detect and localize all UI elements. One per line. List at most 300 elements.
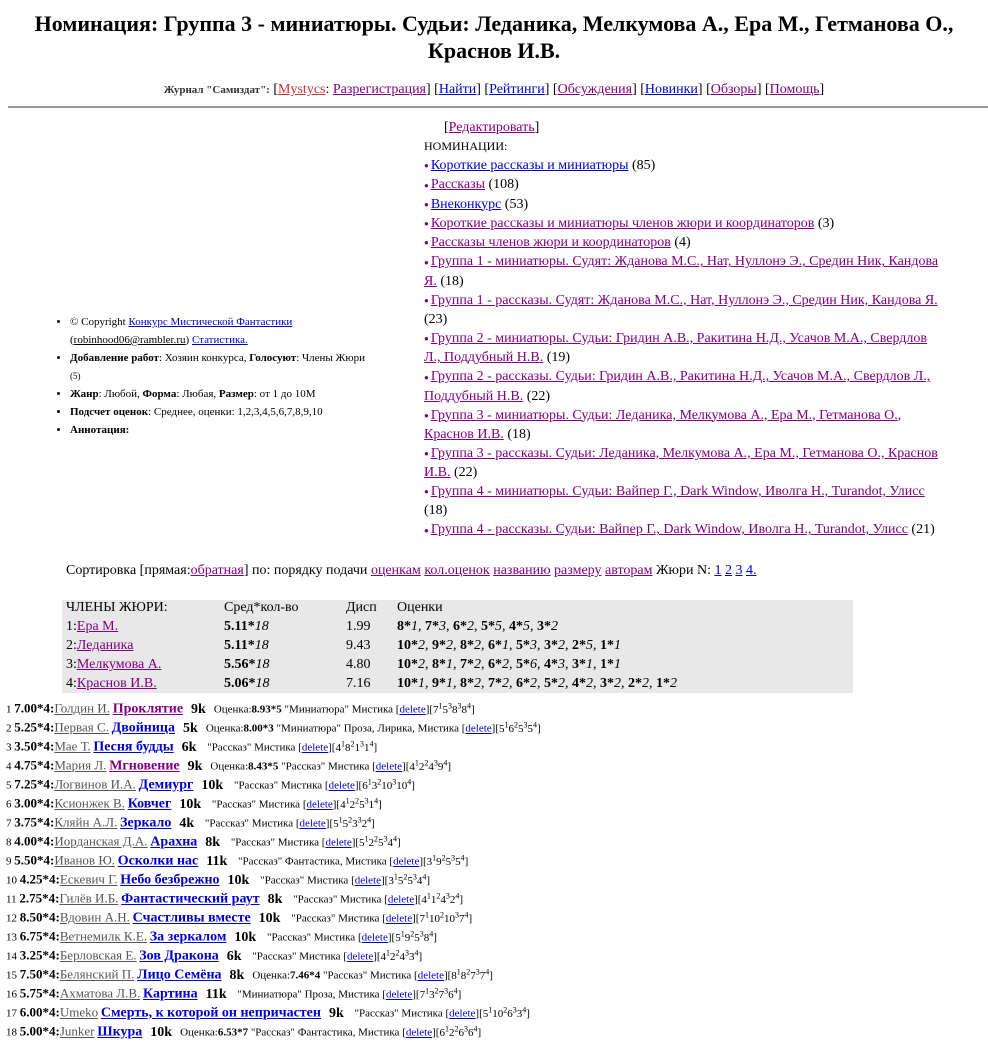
work-marks: $5^15^23^32^4$	[333, 815, 372, 830]
work-title-link[interactable]: Зеркало	[120, 815, 172, 831]
nomination-link[interactable]: Внеконкурс	[430, 196, 502, 212]
jury-link-1[interactable]: 1	[714, 563, 722, 578]
work-marks: $7^13^27^36^4$	[419, 986, 458, 1001]
user-link[interactable]: Mystycs	[278, 82, 326, 97]
mark-judge: 3	[475, 967, 480, 976]
jury-count-value: 18	[254, 619, 269, 634]
divider	[8, 106, 988, 108]
work-size: 10k	[258, 910, 281, 926]
delete-link[interactable]: delete	[385, 988, 413, 1001]
score-value: 8*	[460, 638, 474, 653]
vote-value: : Члены Жюри	[296, 352, 366, 364]
jury-header-disp: Дисп	[346, 600, 377, 615]
jury-member-cell	[66, 657, 224, 676]
work-genre: "Рассказ" Мистика	[351, 1007, 446, 1020]
work-number: 17	[6, 1007, 20, 1020]
sort-scores-link[interactable]: оценкам	[370, 563, 421, 578]
work-title-link[interactable]: Проклятие	[112, 701, 184, 717]
work-title-link[interactable]: Картина	[143, 986, 198, 1002]
mark-judge: 1	[444, 1024, 449, 1033]
work-number: 11	[6, 893, 20, 906]
nomination-count: (22)	[450, 465, 478, 481]
work-marks: $5^19^25^38^4$	[395, 929, 434, 944]
jury-disp: 9.43	[346, 638, 371, 653]
work-title-link[interactable]: Смерть, к которой он непричастен	[100, 1005, 321, 1021]
delete-link[interactable]: delete	[328, 779, 355, 792]
mark-judge: 1	[426, 891, 431, 900]
contest-link[interactable]: Конкурс Мистической Фантастики	[128, 316, 293, 328]
work-title-link[interactable]: Осколки нас	[117, 853, 199, 869]
nomination-link[interactable]: Группа 3 - рассказы. Судьи: Леданика, Мелкумова А., Ера М., Гетманова О., Краснов И.В.	[424, 445, 938, 481]
score-count: 1	[614, 657, 621, 672]
jury-avg-value: 5.11*	[224, 638, 255, 653]
jury-row	[66, 638, 677, 657]
work-title-link[interactable]: Демиург	[138, 777, 194, 793]
nomination-count: (108)	[485, 177, 519, 193]
work-score: 3.50	[14, 738, 37, 754]
mark-judge: 3	[523, 720, 528, 729]
work-number: 13	[6, 931, 20, 944]
delete-link[interactable]: delete	[306, 798, 333, 811]
mark-judge: 2	[441, 853, 446, 862]
work-rating-label: Оценка:	[210, 760, 249, 773]
work-title-link[interactable]: Ковчег	[127, 796, 172, 812]
add-value: : Хозяин конкурса,	[158, 352, 247, 364]
mark-judge: 3	[448, 701, 453, 710]
jury-count-value: 18	[255, 676, 270, 691]
nomination-item	[424, 252, 944, 290]
work-number: 7	[6, 817, 15, 830]
delete-link[interactable]: delete	[393, 855, 420, 868]
nomination-link[interactable]: Рассказы	[430, 177, 486, 193]
sort-authors-link[interactable]: авторам	[604, 563, 653, 578]
mark-judge: 4	[473, 1024, 478, 1033]
work-title-link[interactable]: Арахна	[150, 834, 198, 850]
work-count: *4:	[37, 738, 55, 754]
jury-disp: 7.16	[346, 676, 371, 691]
nomination-item	[424, 156, 944, 175]
delete-link[interactable]: delete	[385, 912, 413, 925]
score-value: 6*	[453, 619, 467, 634]
score-count: 2	[670, 676, 677, 691]
score-value: 4*	[509, 619, 523, 634]
jury-count-value: 18	[255, 657, 270, 672]
work-count: *4:	[42, 1004, 60, 1020]
work-marks: $5^110^26^33^4$	[482, 1005, 527, 1020]
mark-judge: 1	[432, 853, 437, 862]
mark-judge: 4	[367, 815, 372, 824]
nominations-list	[424, 156, 944, 540]
work-count: *4:	[42, 909, 60, 925]
work-marks: $3^15^25^34^4$	[388, 872, 427, 887]
delete-link[interactable]: delete	[387, 893, 415, 906]
mark-judge: 2	[434, 986, 439, 995]
work-number: 5	[6, 779, 15, 792]
nomination-link[interactable]: Группа 2 - рассказы. Судьи: Гридин А.В., Ракитина Н.Д., Усачов М.А., Свердлов Л., Поддубный Н.В.	[424, 369, 931, 404]
score-value: 4*	[572, 676, 586, 691]
work-number: 9	[6, 855, 15, 868]
work-author-link[interactable]: Иванов Ю.	[54, 852, 115, 868]
score-value: 7*	[460, 657, 474, 672]
work-genre: "Рассказ" Мистика	[281, 760, 373, 773]
work-score: 4.25	[19, 871, 43, 887]
score-value: 9*	[432, 638, 446, 653]
work-author-link[interactable]: Логвинов И.А.	[54, 776, 136, 792]
score-count: 1	[614, 638, 621, 653]
works-list	[6, 696, 986, 1038]
mark-judge: 3	[383, 834, 388, 843]
nomination-link[interactable]: Группа 4 - миниатюры. Судьи: Вайпер Г., Dark Window, Иволга Н., Turandot, Улисс	[430, 484, 925, 500]
work-score: 5.50	[14, 852, 37, 868]
mark-judge: 1	[504, 720, 509, 729]
work-size: 10k	[150, 1024, 173, 1040]
work-author-link[interactable]: Иорданская Д.А.	[54, 833, 148, 849]
nomination-link[interactable]: Группа 1 - рассказы. Судят: Жданова М.С., Нат, Нуллонэ Э., Средин Ник, Кандова Я.	[430, 292, 938, 308]
mark-judge: 1	[340, 739, 345, 748]
mark-judge: 4	[414, 948, 419, 957]
work-author-link[interactable]: Ескевич Г.	[59, 871, 118, 887]
discussions-link[interactable]: Обсуждения	[557, 82, 633, 97]
work-title-link[interactable]: Мгновение	[109, 758, 180, 774]
mark-judge: 1	[414, 758, 419, 767]
delete-link[interactable]: delete	[354, 874, 381, 887]
page-title: Номинация: Группа 3 - миниатюры. Судьи: Леданика, Мелкумова А., Ера М., Гетманова О., Краснов И.В.	[34, 11, 954, 63]
score-count: 2	[614, 676, 621, 691]
work-marks: $4^12^24^39^4$	[409, 758, 448, 773]
nomination-item	[424, 214, 944, 233]
work-score: 4.75	[14, 757, 37, 773]
mark-judge: 3	[359, 739, 364, 748]
nomination-item	[424, 329, 944, 367]
score-count: 2	[418, 657, 425, 672]
work-score: 3.75	[14, 814, 37, 830]
jury-count-value: 18	[254, 638, 269, 653]
jury-row	[66, 676, 677, 695]
work-row: 1 7.00*4:Голдин И. Проклятие 9k Оценка:8.93*5 "Миниатюра" Мистика $[delete][7^15^38^38^4]$	[6, 700, 475, 717]
journal-label: Журнал "Самиздат":	[163, 84, 270, 96]
help-link[interactable]: Помощь	[769, 82, 820, 97]
work-author-link[interactable]: Первая С.	[54, 719, 109, 735]
work-size: 9k	[328, 1005, 344, 1021]
add-label: Добавление работ	[70, 352, 159, 364]
jury-avg	[224, 676, 346, 695]
jury-member-cell	[66, 619, 224, 638]
score-value: 8*	[397, 619, 411, 634]
work-row: 18 5.00*4:Junker Шкура 10k Оценка:6.53*7 "Рассказ" Фантастика, Мистика $[delete][6^12^26^36^4]$	[6, 1023, 482, 1040]
work-size: 11k	[205, 986, 227, 1002]
delete-link[interactable]: delete	[405, 1026, 433, 1039]
work-size: 10k	[234, 929, 257, 945]
score-value: 5*	[544, 676, 558, 691]
work-title-link[interactable]: За зеркалом	[149, 929, 227, 945]
work-title-link[interactable]: Шкура	[97, 1024, 143, 1040]
work-size: 4k	[179, 815, 195, 831]
work-author-link[interactable]: Гилёв И.Б.	[59, 890, 119, 906]
work-author-link[interactable]: Мае Т.	[54, 738, 91, 754]
jury-disp: 1.99	[346, 619, 371, 634]
mark-judge: 4	[485, 967, 490, 976]
sort-prefix: Сортировка [прямая:	[66, 563, 191, 578]
mark-judge: 4	[443, 758, 448, 767]
jury-scores: 10*2, 9*2, 8*2, 6*1, 5*3, 3*2, 2*5, 1*1	[397, 638, 621, 653]
score-value: 4*	[544, 657, 558, 672]
mark-judge: 4	[533, 720, 537, 729]
work-genre: "Рассказ" Мистика	[257, 874, 352, 887]
work-marks: $4^12^24^33^4$	[380, 948, 419, 963]
work-row: 7 3.75*4:Кляйн А.Л. Зеркало 4k "Рассказ" Мистика $[delete][5^15^23^32^4]$	[6, 814, 375, 831]
work-rating: 7.46*4	[290, 969, 321, 982]
sort-title-link[interactable]: названию	[493, 563, 551, 578]
reviews-link[interactable]: Обзоры	[710, 82, 757, 97]
delete-link[interactable]: delete	[299, 817, 326, 830]
sort-reverse-link[interactable]: обратная	[190, 563, 244, 578]
work-size: 5k	[183, 720, 198, 736]
work-author-link[interactable]: Ветнемилк К.Е.	[59, 928, 148, 944]
copyright-item: • © Copyright Конкурс Мистической Фантастики (robinhood06@rambler.ru) Статистика.	[70, 313, 421, 349]
score-count: 2	[642, 676, 649, 691]
mark-judge: 3	[364, 796, 369, 805]
work-number: 12	[6, 912, 20, 925]
mark-judge: 3	[392, 777, 397, 786]
work-author-link[interactable]: Берловская Е.	[59, 947, 137, 963]
score-value: 5*	[481, 619, 495, 634]
mark-judge: 4	[407, 777, 412, 786]
work-count: *4:	[37, 814, 55, 830]
score-count: 1	[586, 657, 593, 672]
jury-table	[62, 600, 853, 693]
journal-nav: Журнал "Самиздат": [Mystycs: Разрегистрация] [Найти] [Рейтинги] [Обсуждения] [Новинки] [Обзоры] [Помощь]	[163, 82, 825, 97]
genre-value: : Любой,	[98, 388, 140, 400]
score-value: 10*	[397, 638, 418, 653]
work-row: 17 6.00*4:Umeko Смерть, к которой он непричастен 9k "Рассказ" Мистика $[delete][5^110^26^33^4]$	[6, 1004, 530, 1021]
score-count: 3	[530, 638, 537, 653]
ratings-link[interactable]: Рейтинги	[489, 82, 545, 97]
sort-count-link[interactable]: кол.оценок	[424, 563, 490, 578]
work-size: 8k	[205, 834, 221, 850]
mark-judge: 4	[453, 986, 458, 995]
score-value: 1*	[600, 638, 614, 653]
nomination-link[interactable]: Группа 2 - миниатюры. Судьи: Гридин А.В., Ракитина Н.Д., Усачов М.А., Свердлов Л., Поддубный Н.В.	[424, 330, 928, 366]
score-count: 2	[558, 638, 565, 653]
work-size: 9k	[187, 758, 203, 774]
mark-judge: 2	[377, 777, 382, 786]
mark-judge: 4	[393, 834, 398, 843]
mark-judge: 4	[455, 891, 460, 900]
work-rating: 8.43*5	[248, 760, 279, 773]
score-count: 6	[530, 657, 537, 672]
nomination-link[interactable]: Группа 3 - миниатюры. Судьи: Леданика, Мелкумова А., Ера М., Гетманова О., Краснов И.В.	[424, 407, 902, 442]
mark-judge: 1	[393, 872, 398, 881]
score-count: 1	[446, 657, 453, 672]
work-title-link[interactable]: Небо безбрежно	[120, 872, 220, 888]
mark-judge: 1	[345, 796, 350, 805]
jury-number: 4:	[66, 676, 77, 691]
work-score: 7.25	[14, 776, 37, 792]
score-value: 6*	[488, 638, 502, 653]
work-title-link[interactable]: Счастливы вместе	[132, 910, 251, 926]
mark-judge: 2	[348, 815, 353, 824]
jury-member-cell	[66, 638, 224, 657]
mark-judge: 2	[374, 834, 379, 843]
work-author-link[interactable]: Белянский П.	[59, 966, 135, 982]
scoring-label: Подсчет оценок	[70, 406, 149, 418]
jury-scores: 10*2, 8*1, 7*2, 6*2, 5*6, 4*3, 3*1, 1*1	[397, 657, 621, 672]
work-row: 3 3.50*4:Мае Т. Песня будды 6k "Рассказ" Мистика $[delete][4^18^21^31^4]$	[6, 738, 378, 755]
jury-member-link[interactable]: Краснов И.В.	[76, 676, 157, 691]
work-title-link[interactable]: Двойница	[111, 720, 176, 736]
work-row: 14 3.25*4:Берловская Е. Зов Дракона 6k "Рассказ" Мистика $[delete][4^12^24^33^4]$	[6, 947, 423, 964]
work-marks: $6^12^26^36^4$	[439, 1024, 478, 1039]
score-value: 1*	[656, 676, 670, 691]
jury-avg-value: 5.11*	[224, 619, 255, 634]
work-row: 11 2.75*4:Гилёв И.Б. Фантастический раут 8k "Рассказ" Мистика $[delete][4^11^24^32^4]$	[6, 890, 464, 907]
score-count: 1	[502, 638, 509, 653]
jury-member-link[interactable]: Ера М.	[76, 619, 119, 634]
mark-judge: 3	[457, 701, 462, 710]
nomination-link[interactable]: Группа 4 - рассказы. Судьи: Вайпер Г., Dark Window, Иволга Н., Turandot, Улисс	[430, 522, 908, 538]
delete-link[interactable]: delete	[346, 950, 374, 963]
work-score: 2.75	[19, 890, 43, 906]
work-count: *4:	[37, 795, 55, 811]
delete-link[interactable]: delete	[375, 760, 403, 773]
genre-item	[70, 385, 421, 403]
delete-link[interactable]: delete	[417, 969, 444, 982]
mark-judge: 3	[412, 872, 417, 881]
mark-judge: 1	[400, 929, 405, 938]
score-count: 2	[530, 676, 537, 691]
jury-scores: 10*1, 9*1, 8*2, 7*2, 6*2, 5*2, 4*2, 3*2, 2*2, 1*2	[397, 676, 677, 691]
nomination-item	[424, 444, 944, 482]
mark-judge: 3	[433, 758, 438, 767]
work-author-link[interactable]: Ксионжек В.	[54, 795, 125, 811]
work-size: 6k	[181, 739, 197, 755]
mark-judge: 2	[503, 1005, 508, 1014]
score-count: 2	[474, 676, 481, 691]
work-genre: "Рассказ" Мистика	[323, 969, 415, 982]
jury-header-scores: Оценки	[397, 600, 443, 615]
jury-member-link[interactable]: Леданика	[76, 638, 134, 653]
mark-judge: 4	[467, 701, 472, 710]
email-link[interactable]: robinhood06@rambler.ru	[73, 334, 186, 346]
jury-number: 3:	[66, 657, 77, 672]
score-value: 3*	[572, 657, 586, 672]
work-author-link[interactable]: Ахматова Л.В.	[59, 985, 141, 1001]
work-count: *4:	[42, 1023, 60, 1039]
mark-judge: 1	[338, 815, 343, 824]
work-rating: 8.00*3	[243, 722, 274, 735]
jury-scores: 8*1, 7*3, 6*2, 5*5, 4*5, 3*2	[397, 619, 558, 634]
work-author-link[interactable]: Umeko	[59, 1004, 99, 1020]
work-score: 5.25	[14, 719, 37, 735]
work-number: 16	[6, 988, 20, 1001]
nomination-count: (23)	[424, 311, 448, 327]
work-author-link[interactable]: Голдин И.	[54, 700, 110, 716]
stats-link[interactable]: Статистика.	[191, 334, 248, 346]
logout-link[interactable]: Разрегистрация	[332, 82, 426, 97]
work-title-link[interactable]: Лицо Семёна	[137, 967, 222, 983]
work-number: 8	[6, 836, 15, 849]
nomination-item	[424, 520, 944, 539]
score-count: 1	[411, 619, 418, 634]
mark-judge: 3	[451, 853, 456, 862]
score-count: 2	[474, 638, 481, 653]
score-value: 2*	[572, 638, 586, 653]
jury-number: 2:	[66, 638, 77, 653]
work-title-link[interactable]: Песня будды	[93, 739, 174, 755]
work-score: 6.75	[19, 928, 43, 944]
work-size: 10k	[227, 872, 250, 888]
nomination-item	[424, 367, 944, 405]
mark-judge: 4	[429, 929, 434, 938]
jury-label: Жюри N:	[655, 563, 711, 578]
nomination-item	[424, 233, 944, 252]
jury-link-2[interactable]: 2	[724, 563, 732, 578]
sort-size-link[interactable]: размеру	[554, 563, 602, 578]
delete-link[interactable]: delete	[301, 741, 329, 754]
work-author-link[interactable]: Мария Л.	[54, 757, 107, 773]
work-title-link[interactable]: Зов Дракона	[139, 948, 219, 964]
score-count: 1	[446, 676, 453, 691]
scoring-item	[70, 403, 421, 421]
work-marks: $7^15^38^38^4$	[433, 701, 472, 716]
annotation-item	[70, 421, 421, 439]
nomination-link[interactable]: Короткие рассказы и миниатюры членов жюри и координаторов	[430, 215, 815, 231]
work-rating: 6.53*7	[217, 1026, 249, 1039]
delete-link[interactable]: delete	[325, 836, 352, 849]
nomination-link[interactable]: Короткие рассказы и миниатюры	[430, 158, 629, 173]
score-count: 2	[467, 619, 474, 634]
mark-judge: 3	[445, 891, 450, 900]
nomination-link[interactable]: Группа 1 - миниатюры. Судят: Жданова М.С., Нат, Нуллонэ Э., Средин Ник, Кандова Я.	[424, 254, 939, 289]
work-genre: "Рассказ" Мистика	[204, 741, 299, 754]
jury-link-4[interactable]: 4.	[745, 563, 757, 578]
nomination-count: (3)	[814, 215, 835, 231]
jury-row	[66, 657, 677, 676]
work-rating: 8.93*5	[251, 703, 282, 716]
work-author-link[interactable]: Junker	[59, 1023, 95, 1039]
delete-link[interactable]: delete	[399, 703, 426, 716]
edit-link[interactable]: Редактировать	[448, 120, 535, 135]
mark-judge: 3	[454, 910, 459, 919]
delete-link[interactable]: delete	[449, 1007, 476, 1020]
score-value: 8*	[460, 676, 474, 691]
mark-judge: 3	[444, 986, 449, 995]
mark-judge: 2	[403, 872, 408, 881]
work-title-link[interactable]: Фантастический раут	[121, 891, 260, 907]
find-link[interactable]: Найти	[438, 82, 477, 97]
delete-link[interactable]: delete	[361, 931, 388, 944]
new-link[interactable]: Новинки	[644, 82, 698, 97]
mark-judge: 4	[522, 1005, 527, 1014]
nomination-count: (22)	[523, 388, 551, 404]
score-value: 8*	[432, 657, 446, 672]
jury-disp: 4.80	[346, 657, 371, 672]
nomination-link[interactable]: Рассказы членов жюри и координаторов	[430, 235, 671, 251]
work-author-link[interactable]: Вдовин А.Н.	[59, 909, 130, 925]
jury-header	[66, 600, 677, 619]
work-number: 18	[6, 1026, 20, 1039]
work-number: 2	[6, 722, 15, 735]
jury-header-members: ЧЛЕНЫ ЖЮРИ:	[66, 600, 168, 615]
work-marks: $4^11^24^32^4$	[421, 891, 460, 906]
work-author-link[interactable]: Кляйн А.Л.	[54, 814, 118, 830]
mark-judge: 1	[456, 967, 461, 976]
jury-member-link[interactable]: Мелкумова А.	[76, 657, 162, 672]
delete-link[interactable]: delete	[465, 722, 492, 735]
score-count: 3	[439, 619, 446, 634]
work-genre: "Рассказ" Мистика	[228, 836, 322, 849]
jury-link-3[interactable]: 3	[735, 563, 743, 578]
